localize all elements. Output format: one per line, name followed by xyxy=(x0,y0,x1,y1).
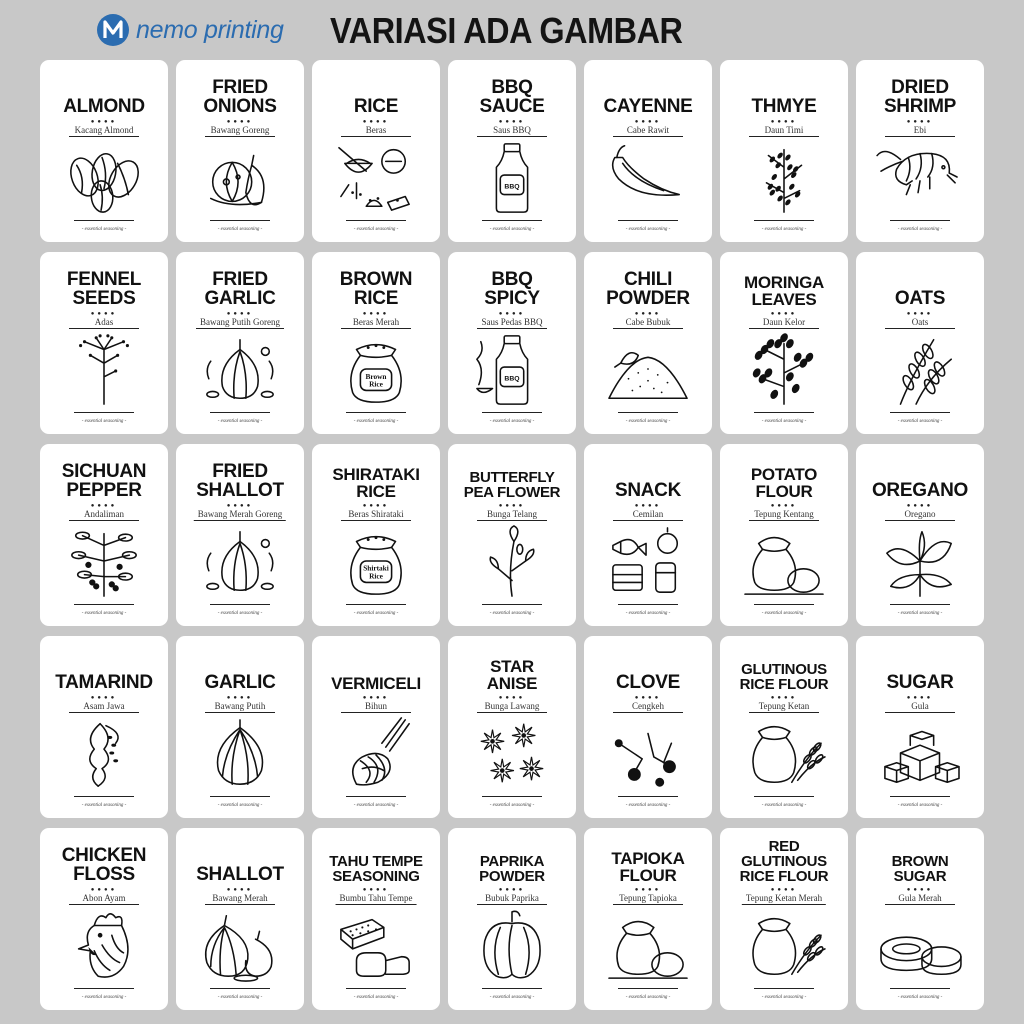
card-title: FRIED GARLIC xyxy=(204,269,276,309)
product-label-card xyxy=(720,60,848,242)
divider-dots: ●●●● xyxy=(906,887,934,893)
card-title: RED GLUTINOUS RICE FLOUR xyxy=(739,838,829,885)
card-subtitle: Tepung Tapioka xyxy=(613,893,683,905)
card-subtitle: Bunga Telang xyxy=(477,509,547,521)
card-subtitle: Daun Kelor xyxy=(749,317,819,329)
divider-dots: ●●●● xyxy=(906,503,934,509)
card-tagline: - essential seasoning - xyxy=(217,803,263,808)
product-label-card xyxy=(856,636,984,818)
rooster-icon xyxy=(54,906,154,984)
card-tagline: - essential seasoning - xyxy=(489,419,535,424)
card-title: SUGAR xyxy=(886,672,954,693)
pepper-plant-icon xyxy=(54,522,154,600)
sack-icon xyxy=(326,330,426,408)
onion-icon xyxy=(190,138,290,216)
product-label-card xyxy=(720,444,848,626)
product-label-card xyxy=(176,636,304,818)
product-label-card xyxy=(448,828,576,1010)
card-title: SICHUAN PEPPER xyxy=(61,461,147,501)
blank-write-line xyxy=(346,796,406,797)
blank-write-line xyxy=(482,412,542,413)
svg-text:Rice: Rice xyxy=(369,379,383,389)
card-tagline: - essential seasoning - xyxy=(625,419,671,424)
product-label-card xyxy=(448,60,576,242)
product-label-card xyxy=(584,828,712,1010)
product-label-card xyxy=(312,252,440,434)
paprika-icon xyxy=(462,906,562,984)
product-label-card xyxy=(176,444,304,626)
card-title: BBQ SAUCE xyxy=(479,77,545,117)
star-anise-icon xyxy=(462,714,562,792)
tofu-icon xyxy=(326,906,426,984)
card-tagline: - essential seasoning - xyxy=(489,611,535,616)
card-tagline: - essential seasoning - xyxy=(489,995,535,1000)
blank-write-line xyxy=(754,796,814,797)
divider-dots: ●●●● xyxy=(362,119,390,125)
divider-dots: ●●●● xyxy=(906,311,934,317)
blank-write-line xyxy=(74,220,134,221)
divider-dots: ●●●● xyxy=(226,887,254,893)
card-tagline: - essential seasoning - xyxy=(625,611,671,616)
almond-icon xyxy=(54,138,154,216)
card-title: CAYENNE xyxy=(603,96,693,117)
card-title: CHILI POWDER xyxy=(606,269,690,309)
card-tagline: - essential seasoning - xyxy=(81,611,127,616)
card-subtitle: Tepung Kentang xyxy=(749,509,819,521)
card-subtitle: Gula xyxy=(885,701,955,713)
blank-write-line xyxy=(754,604,814,605)
divider-dots: ●●●● xyxy=(226,695,254,701)
card-tagline: - essential seasoning - xyxy=(897,803,943,808)
blank-write-line xyxy=(890,796,950,797)
label-grid xyxy=(40,60,984,1010)
card-title: TAMARIND xyxy=(55,672,153,693)
card-title: BROWN RICE xyxy=(339,269,413,309)
product-label-card xyxy=(720,636,848,818)
product-label-card xyxy=(856,444,984,626)
divider-dots: ●●●● xyxy=(498,695,526,701)
divider-dots: ●●●● xyxy=(634,503,662,509)
card-subtitle: Adas xyxy=(69,317,139,329)
divider-dots: ●●●● xyxy=(906,119,934,125)
card-title: MORINGA LEAVES xyxy=(743,273,825,309)
nemo-logo-icon xyxy=(96,13,130,47)
card-tagline: - essential seasoning - xyxy=(217,995,263,1000)
divider-dots: ●●●● xyxy=(634,311,662,317)
card-tagline: - essential seasoning - xyxy=(625,227,671,232)
rice-bowl-icon xyxy=(326,138,426,216)
card-title: ALMOND xyxy=(63,96,145,117)
card-tagline: - essential seasoning - xyxy=(353,227,399,232)
blank-write-line xyxy=(618,988,678,989)
snack-icon xyxy=(598,522,698,600)
card-title: CLOVE xyxy=(616,672,680,693)
card-title: STAR ANISE xyxy=(486,657,538,693)
product-label-card xyxy=(856,252,984,434)
leaves-icon xyxy=(734,330,834,408)
card-tagline: - essential seasoning - xyxy=(353,611,399,616)
divider-dots: ●●●● xyxy=(226,503,254,509)
chili-icon xyxy=(598,138,698,216)
product-label-card xyxy=(176,252,304,434)
blank-write-line xyxy=(346,604,406,605)
grain-sack-icon xyxy=(734,714,834,792)
card-title: DRIED SHRIMP xyxy=(883,77,957,117)
flour-sack-icon xyxy=(598,906,698,984)
card-subtitle: Kacang Almond xyxy=(69,125,139,137)
card-tagline: - essential seasoning - xyxy=(353,803,399,808)
product-label-card xyxy=(40,60,168,242)
card-subtitle: Bihun xyxy=(341,701,411,713)
blank-write-line xyxy=(890,604,950,605)
powder-pile-icon xyxy=(598,330,698,408)
product-label-card xyxy=(448,636,576,818)
card-subtitle: Cabe Rawit xyxy=(613,125,683,137)
divider-dots: ●●●● xyxy=(362,311,390,317)
sauce-bottle-icon xyxy=(462,138,562,216)
card-subtitle: Bawang Merah Goreng xyxy=(194,509,286,521)
card-tagline: - essential seasoning - xyxy=(353,419,399,424)
card-tagline: - essential seasoning - xyxy=(217,611,263,616)
divider-dots: ●●●● xyxy=(362,503,390,509)
svg-text:Rice: Rice xyxy=(369,571,383,581)
brown-sugar-icon xyxy=(870,906,970,984)
svg-text:Brown: Brown xyxy=(365,371,387,381)
blank-write-line xyxy=(346,988,406,989)
card-subtitle: Andaliman xyxy=(69,509,139,521)
flour-sack-icon xyxy=(734,522,834,600)
card-tagline: - essential seasoning - xyxy=(897,227,943,232)
noodle-fork-icon xyxy=(326,714,426,792)
blank-write-line xyxy=(210,412,270,413)
divider-dots: ●●●● xyxy=(498,119,526,125)
product-label-card xyxy=(448,252,576,434)
shrimp-icon xyxy=(870,138,970,216)
card-subtitle: Bawang Goreng xyxy=(205,125,275,137)
blank-write-line xyxy=(482,604,542,605)
product-label-card xyxy=(856,828,984,1010)
blank-write-line xyxy=(754,220,814,221)
blank-write-line xyxy=(482,220,542,221)
blank-write-line xyxy=(74,412,134,413)
card-tagline: - essential seasoning - xyxy=(489,227,535,232)
card-tagline: - essential seasoning - xyxy=(761,227,807,232)
card-subtitle: Ebi xyxy=(885,125,955,137)
card-subtitle: Tepung Ketan Merah xyxy=(742,893,826,905)
garlic-bulb-icon xyxy=(190,714,290,792)
blank-write-line xyxy=(618,796,678,797)
blank-write-line xyxy=(74,796,134,797)
divider-dots: ●●●● xyxy=(90,503,118,509)
shallot-icon xyxy=(190,906,290,984)
card-title: POTATO FLOUR xyxy=(750,465,818,501)
card-subtitle: Gula Merah xyxy=(885,893,955,905)
card-title: TAHU TEMPE SEASONING xyxy=(329,853,423,885)
card-title: RICE xyxy=(353,96,399,117)
card-title: GARLIC xyxy=(204,672,276,693)
card-subtitle: Bunga Lawang xyxy=(477,701,547,713)
divider-dots: ●●●● xyxy=(634,695,662,701)
card-tagline: - essential seasoning - xyxy=(81,803,127,808)
card-tagline: - essential seasoning - xyxy=(353,995,399,1000)
svg-text:BBQ: BBQ xyxy=(504,375,520,383)
blank-write-line xyxy=(210,796,270,797)
blank-write-line xyxy=(346,412,406,413)
card-tagline: - essential seasoning - xyxy=(761,611,807,616)
clove-icon xyxy=(598,714,698,792)
divider-dots: ●●●● xyxy=(226,119,254,125)
divider-dots: ●●●● xyxy=(770,119,798,125)
card-subtitle: Tepung Ketan xyxy=(749,701,819,713)
blank-write-line xyxy=(210,604,270,605)
card-title: OATS xyxy=(894,288,946,309)
card-tagline: - essential seasoning - xyxy=(761,995,807,1000)
card-tagline: - essential seasoning - xyxy=(625,803,671,808)
card-tagline: - essential seasoning - xyxy=(761,419,807,424)
card-subtitle: Oregano xyxy=(885,509,955,521)
card-subtitle: Cemilan xyxy=(613,509,683,521)
page-title: VARIASI ADA GAMBAR xyxy=(330,10,683,51)
divider-dots: ●●●● xyxy=(90,887,118,893)
header xyxy=(0,0,1024,58)
card-subtitle: Saus BBQ xyxy=(477,125,547,137)
divider-dots: ●●●● xyxy=(362,887,390,893)
product-label-card xyxy=(584,444,712,626)
sauce-bottle-icon xyxy=(462,330,562,408)
product-label-card xyxy=(584,252,712,434)
card-title: FENNEL SEEDS xyxy=(66,269,142,309)
card-tagline: - essential seasoning - xyxy=(625,995,671,1000)
product-label-card xyxy=(176,828,304,1010)
divider-dots: ●●●● xyxy=(226,311,254,317)
divider-dots: ●●●● xyxy=(770,311,798,317)
card-title: GLUTINOUS RICE FLOUR xyxy=(739,661,829,693)
brand-logo xyxy=(96,10,284,50)
card-title: TAPIOKA FLOUR xyxy=(611,849,685,885)
blank-write-line xyxy=(618,412,678,413)
card-subtitle: Beras xyxy=(341,125,411,137)
blank-write-line xyxy=(74,604,134,605)
blank-write-line xyxy=(890,988,950,989)
divider-dots: ●●●● xyxy=(770,887,798,893)
card-title: OREGANO xyxy=(871,480,969,501)
wheat-icon xyxy=(870,330,970,408)
card-title: CHICKEN FLOSS xyxy=(61,845,147,885)
blank-write-line xyxy=(618,220,678,221)
product-label-card xyxy=(720,828,848,1010)
card-tagline: - essential seasoning - xyxy=(489,803,535,808)
product-label-card xyxy=(448,444,576,626)
grain-sack-icon xyxy=(734,906,834,984)
blank-write-line xyxy=(346,220,406,221)
product-label-card xyxy=(40,636,168,818)
card-subtitle: Bawang Putih xyxy=(205,701,275,713)
product-label-card xyxy=(312,444,440,626)
card-subtitle: Asam Jawa xyxy=(69,701,139,713)
product-label-card xyxy=(312,60,440,242)
product-label-card xyxy=(40,444,168,626)
brand-name: nemo printing xyxy=(136,15,284,44)
card-tagline: - essential seasoning - xyxy=(897,995,943,1000)
sack-icon xyxy=(326,522,426,600)
card-tagline: - essential seasoning - xyxy=(217,227,263,232)
svg-text:Shirtaki: Shirtaki xyxy=(363,563,389,573)
blank-write-line xyxy=(890,412,950,413)
divider-dots: ●●●● xyxy=(770,695,798,701)
divider-dots: ●●●● xyxy=(498,887,526,893)
divider-dots: ●●●● xyxy=(634,119,662,125)
card-subtitle: Cengkeh xyxy=(613,701,683,713)
product-label-card xyxy=(312,636,440,818)
product-label-card xyxy=(40,828,168,1010)
flower-icon xyxy=(462,522,562,600)
product-label-card xyxy=(584,636,712,818)
card-title: VERMICELI xyxy=(331,674,421,693)
card-tagline: - essential seasoning - xyxy=(761,803,807,808)
card-subtitle: Bawang Putih Goreng xyxy=(196,317,284,329)
product-label-card xyxy=(720,252,848,434)
card-subtitle: Oats xyxy=(885,317,955,329)
oregano-icon xyxy=(870,522,970,600)
herb-sprig-icon xyxy=(734,138,834,216)
divider-dots: ●●●● xyxy=(498,311,526,317)
blank-write-line xyxy=(754,412,814,413)
blank-write-line xyxy=(754,988,814,989)
card-subtitle: Bawang Merah xyxy=(205,893,275,905)
product-label-card xyxy=(312,828,440,1010)
card-title: SHIRATAKI RICE xyxy=(332,465,420,501)
card-tagline: - essential seasoning - xyxy=(81,419,127,424)
card-subtitle: Beras Shirataki xyxy=(341,509,411,521)
card-subtitle: Bubuk Paprika xyxy=(477,893,547,905)
card-subtitle: Beras Merah xyxy=(341,317,411,329)
card-tagline: - essential seasoning - xyxy=(217,419,263,424)
card-subtitle: Saus Pedas BBQ xyxy=(477,317,547,329)
svg-text:BBQ: BBQ xyxy=(504,183,520,191)
blank-write-line xyxy=(482,796,542,797)
blank-write-line xyxy=(482,988,542,989)
tamarind-icon xyxy=(54,714,154,792)
card-subtitle: Abon Ayam xyxy=(69,893,139,905)
card-title: SNACK xyxy=(614,480,682,501)
sugar-cubes-icon xyxy=(870,714,970,792)
garlic-icon xyxy=(190,330,290,408)
card-tagline: - essential seasoning - xyxy=(897,419,943,424)
blank-write-line xyxy=(890,220,950,221)
blank-write-line xyxy=(210,988,270,989)
product-label-card xyxy=(856,60,984,242)
card-title: PAPRIKA POWDER xyxy=(479,853,545,885)
card-subtitle: Daun Timi xyxy=(749,125,819,137)
card-title: BROWN SUGAR xyxy=(891,853,949,885)
blank-write-line xyxy=(618,604,678,605)
divider-dots: ●●●● xyxy=(770,503,798,509)
card-title: BUTTERFLY PEA FLOWER xyxy=(463,469,561,501)
fennel-icon xyxy=(54,330,154,408)
garlic-icon xyxy=(190,522,290,600)
divider-dots: ●●●● xyxy=(90,119,118,125)
card-title: FRIED SHALLOT xyxy=(196,461,284,501)
card-title: BBQ SPICY xyxy=(484,269,540,309)
card-title: FRIED ONIONS xyxy=(203,77,277,117)
card-title: SHALLOT xyxy=(196,864,284,885)
blank-write-line xyxy=(74,988,134,989)
divider-dots: ●●●● xyxy=(90,311,118,317)
card-tagline: - essential seasoning - xyxy=(897,611,943,616)
card-title: THMYE xyxy=(751,96,817,117)
divider-dots: ●●●● xyxy=(90,695,118,701)
card-subtitle: Cabe Bubuk xyxy=(613,317,683,329)
divider-dots: ●●●● xyxy=(634,887,662,893)
card-subtitle: Bumbu Tahu Tempe xyxy=(336,893,417,905)
product-label-card xyxy=(176,60,304,242)
divider-dots: ●●●● xyxy=(362,695,390,701)
blank-write-line xyxy=(210,220,270,221)
divider-dots: ●●●● xyxy=(906,695,934,701)
divider-dots: ●●●● xyxy=(498,503,526,509)
product-label-card xyxy=(584,60,712,242)
product-label-card xyxy=(40,252,168,434)
card-tagline: - essential seasoning - xyxy=(81,995,127,1000)
card-tagline: - essential seasoning - xyxy=(81,227,127,232)
